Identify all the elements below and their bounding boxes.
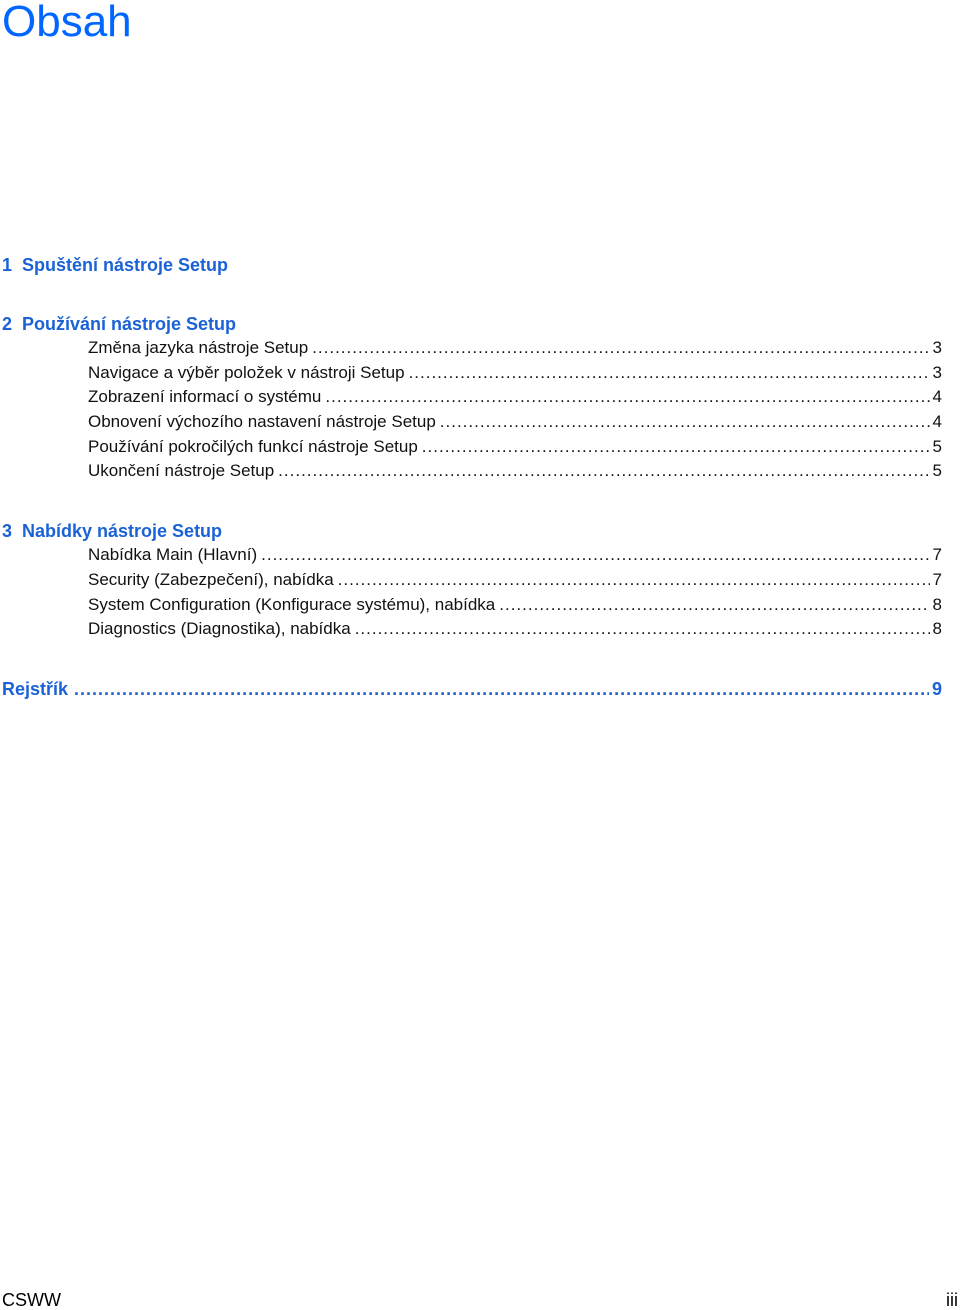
footer-page-number: iii [946, 1290, 958, 1310]
chapter-title: Spuštění nástroje Setup [22, 255, 229, 275]
dot-leader [440, 411, 930, 433]
toc-entry-page: 5 [932, 437, 942, 456]
chapter-number: 1 [2, 255, 13, 275]
toc-entry-page: 4 [932, 412, 942, 431]
chapter-number: 3 [2, 521, 13, 541]
dot-leader [338, 569, 930, 591]
toc-entry[interactable] [88, 569, 942, 591]
toc-entry-page: 4 [932, 387, 942, 406]
toc-entry-title: Zobrazení informací o systému [88, 387, 322, 406]
dot-leader [325, 386, 929, 408]
toc-index[interactable] [2, 678, 942, 700]
toc-entry[interactable] [88, 362, 942, 384]
toc-entry-page: 5 [932, 461, 942, 480]
toc-entry-title: System Configuration (Konfigurace systému), nabídka [88, 595, 496, 614]
toc-entry-title: Security (Zabezpečení), nabídka [88, 570, 334, 589]
toc-entry[interactable] [88, 544, 942, 566]
toc-entry-title: Diagnostics (Diagnostika), nabídka [88, 619, 351, 638]
toc-entry[interactable] [88, 436, 942, 458]
toc-entry[interactable] [88, 411, 942, 433]
dot-leader [261, 544, 929, 566]
toc-entry-title: Navigace a výběr položek v nástroji Setup [88, 363, 405, 382]
dot-leader [312, 337, 929, 359]
dot-leader [409, 362, 930, 384]
toc-chapter-1[interactable] [2, 254, 228, 276]
toc-entry-title: Nabídka Main (Hlavní) [88, 545, 258, 564]
toc-entry-page: 7 [932, 570, 942, 589]
toc-entry-page: 8 [932, 619, 942, 638]
toc-entry-title: Používání pokročilých funkcí nástroje Setup [88, 437, 418, 456]
toc-entry-page: 8 [932, 595, 942, 614]
toc-entry-title: Ukončení nástroje Setup [88, 461, 275, 480]
toc-entry[interactable] [88, 594, 942, 616]
chapter-number: 2 [2, 314, 13, 334]
dot-leader [278, 460, 929, 482]
toc-entry[interactable] [88, 618, 942, 640]
toc-entry[interactable] [88, 460, 942, 482]
page-title: Obsah [2, 0, 132, 46]
toc-entry-title: Obnovení výchozího nastavení nástroje Setup [88, 412, 436, 431]
toc-chapter-3[interactable] [2, 520, 222, 542]
toc-entry-page: 3 [932, 338, 942, 357]
dot-leader [355, 618, 930, 640]
index-page: 9 [931, 679, 942, 699]
toc-entry[interactable] [88, 337, 942, 359]
chapter-title: Používání nástroje Setup [22, 314, 237, 334]
dot-leader [422, 436, 930, 458]
toc-entry-title: Změna jazyka nástroje Setup [88, 338, 309, 357]
dot-leader [74, 678, 929, 700]
toc-chapter-2[interactable] [2, 313, 236, 335]
chapter-title: Nabídky nástroje Setup [22, 521, 223, 541]
toc-entry-page: 3 [932, 363, 942, 382]
index-title: Rejstřík [2, 679, 69, 699]
footer-label: CSWW [2, 1290, 61, 1310]
toc-entry[interactable] [88, 386, 942, 408]
dot-leader [499, 594, 929, 616]
toc-entry-page: 7 [932, 545, 942, 564]
